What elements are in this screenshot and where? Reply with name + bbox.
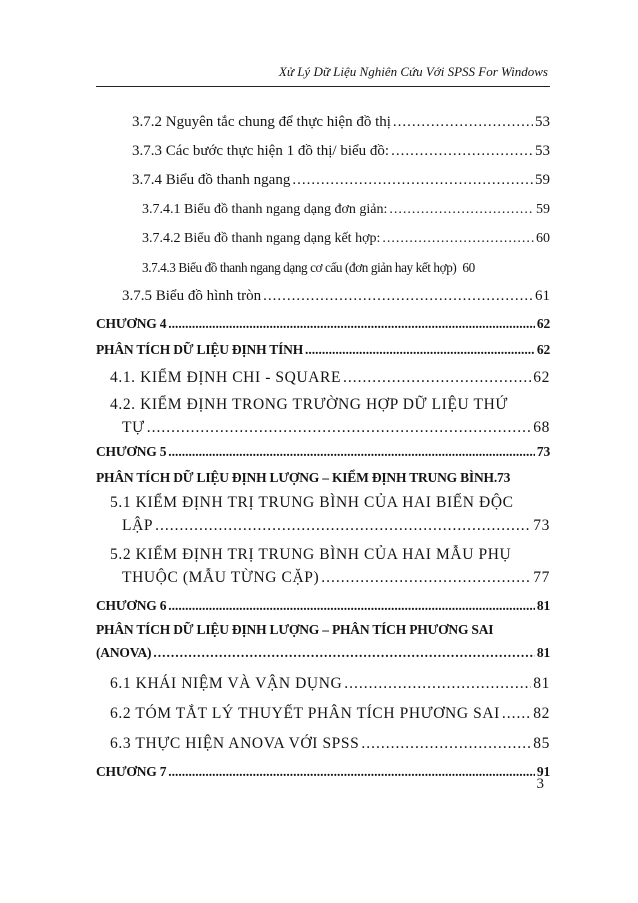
toc-entry-title: 3.7.2 Nguyên tắc chung để thực hiện đồ thị <box>132 114 391 130</box>
dot-leader <box>344 669 531 699</box>
toc-entry-title: 6.2 TÓM TẮT LÝ THUYẾT PHÂN TÍCH PHƯƠNG SAI <box>110 705 500 722</box>
toc-entry-title-cont: TỰ <box>122 419 145 436</box>
dot-leader <box>168 593 535 619</box>
toc-entry-title-cont: THUỘC (MẪU TỪNG CẶP) <box>122 569 320 586</box>
toc-chapter-7[interactable] <box>96 759 550 785</box>
toc-entry-title: PHÂN TÍCH DỮ LIỆU ĐỊNH TÍNH <box>96 342 304 357</box>
toc-entry-3-7-4-2[interactable] <box>96 224 550 253</box>
dot-leader <box>147 417 532 439</box>
toc-entry-3-7-4[interactable] <box>96 166 550 195</box>
dot-leader <box>391 137 533 166</box>
toc-entry-title: 4.2. KIỂM ĐỊNH TRONG TRƯỜNG HỢP DỮ LIỆU THỨ <box>110 396 508 413</box>
toc-entry-page: 53 <box>535 114 550 130</box>
toc-chapter-6-title[interactable] <box>96 619 550 665</box>
toc-entry-title: 3.7.4.2 Biểu đồ thanh ngang dạng kết hợp: <box>142 231 381 246</box>
toc-entry-page: 62 <box>533 369 550 386</box>
toc-entry-page: 82 <box>533 705 550 722</box>
toc-entry-title: CHƯƠNG 4 <box>96 316 167 331</box>
toc-entry-title: 4.1. KIỂM ĐỊNH CHI - SQUARE <box>110 369 342 386</box>
toc-entry-page: 81 <box>536 645 550 660</box>
toc-entry-title: 3.7.4.1 Biểu đồ thanh ngang dạng đơn giản: <box>142 202 388 217</box>
toc-entry-title: 6.1 KHÁI NIỆM VÀ VẬN DỤNG <box>110 675 343 692</box>
running-header: Xử Lý Dữ Liệu Nghiên Cứu Với SPSS For Windows <box>278 64 548 79</box>
toc-chapter-5[interactable] <box>96 439 550 465</box>
table-of-contents <box>96 108 550 785</box>
toc-entry-title: 3.7.4.3 Biểu đồ thanh ngang dạng cơ cấu (đơn giản hay kết hợp) <box>142 260 457 275</box>
toc-entry-page: 77 <box>533 569 550 586</box>
toc-entry-page: 68 <box>533 419 550 436</box>
toc-entry-title: 3.7.5 Biểu đồ hình tròn <box>122 288 262 304</box>
toc-entry-page: 61 <box>535 288 550 304</box>
dot-leader <box>168 439 535 465</box>
toc-entry-3-7-3[interactable] <box>96 137 550 166</box>
toc-section-6-2[interactable] <box>96 699 550 729</box>
toc-chapter-4[interactable] <box>96 311 550 337</box>
dot-leader <box>155 515 531 537</box>
toc-entry-page: 60 <box>462 260 475 275</box>
toc-entry-title: PHÂN TÍCH DỮ LIỆU ĐỊNH LƯỢNG – PHÂN TÍCH PHƯƠNG SAI <box>96 622 494 637</box>
toc-section-6-1[interactable] <box>96 669 550 699</box>
page-number: 3 <box>536 776 544 792</box>
dot-leader <box>263 282 533 311</box>
toc-entry-title: 6.3 THỰC HIỆN ANOVA VỚI SPSS <box>110 735 360 752</box>
toc-entry-title: CHƯƠNG 6 <box>96 598 167 613</box>
toc-entry-page: 53 <box>535 143 550 159</box>
toc-entry-title: 3.7.4 Biểu đồ thanh ngang <box>132 172 291 188</box>
toc-entry-title: PHÂN TÍCH DỮ LIỆU ĐỊNH LƯỢNG – KIỂM ĐỊNH TRUNG BÌNH.73 <box>96 470 511 485</box>
toc-entry-page: 62 <box>536 342 550 357</box>
dot-leader <box>168 311 535 337</box>
toc-entry-page: 60 <box>536 231 550 246</box>
toc-entry-page: 91 <box>536 764 550 779</box>
toc-entry-title: CHƯƠNG 7 <box>96 764 167 779</box>
dot-leader <box>389 195 534 224</box>
toc-section-6-3[interactable] <box>96 729 550 759</box>
toc-entry-3-7-4-3[interactable] <box>96 253 550 282</box>
toc-entry-page: 73 <box>533 517 550 534</box>
toc-entry-title-cont: LẬP <box>122 517 154 534</box>
toc-entry-page: 81 <box>536 598 550 613</box>
header-rule <box>96 86 550 87</box>
toc-chapter-5-title[interactable] <box>96 465 550 491</box>
toc-chapter-6[interactable] <box>96 593 550 619</box>
toc-entry-3-7-5[interactable] <box>96 282 550 311</box>
dot-leader <box>393 108 533 137</box>
toc-entry-title: 5.2 KIỂM ĐỊNH TRỊ TRUNG BÌNH CỦA HAI MẪU PHỤ <box>110 546 512 563</box>
dot-leader <box>168 759 535 785</box>
toc-section-5-2[interactable] <box>96 543 550 589</box>
dot-leader <box>321 567 531 589</box>
toc-entry-page: 85 <box>533 735 550 752</box>
toc-entry-page: 81 <box>533 675 550 692</box>
dot-leader <box>502 699 531 729</box>
toc-entry-3-7-2[interactable] <box>96 108 550 137</box>
toc-entry-title-cont: (ANOVA) <box>96 645 152 660</box>
toc-chapter-4-title[interactable] <box>96 337 550 363</box>
toc-entry-page: 59 <box>536 202 550 217</box>
toc-entry-title: 5.1 KIỂM ĐỊNH TRỊ TRUNG BÌNH CỦA HAI BIẾN ĐỘC <box>110 494 514 511</box>
dot-leader <box>292 166 533 195</box>
dot-leader <box>153 641 535 665</box>
dot-leader <box>343 363 531 393</box>
dot-leader <box>382 224 534 253</box>
dot-leader <box>361 729 531 759</box>
toc-entry-page: 73 <box>536 444 550 459</box>
toc-entry-page: 59 <box>535 172 550 188</box>
toc-section-4-1[interactable] <box>96 363 550 393</box>
toc-section-4-2[interactable] <box>96 393 550 439</box>
dot-leader <box>305 337 535 363</box>
toc-entry-title: CHƯƠNG 5 <box>96 444 167 459</box>
toc-entry-3-7-4-1[interactable] <box>96 195 550 224</box>
toc-section-5-1[interactable] <box>96 491 550 537</box>
toc-entry-page: 62 <box>536 316 550 331</box>
toc-entry-title: 3.7.3 Các bước thực hiện 1 đồ thị/ biểu đồ: <box>132 143 390 159</box>
